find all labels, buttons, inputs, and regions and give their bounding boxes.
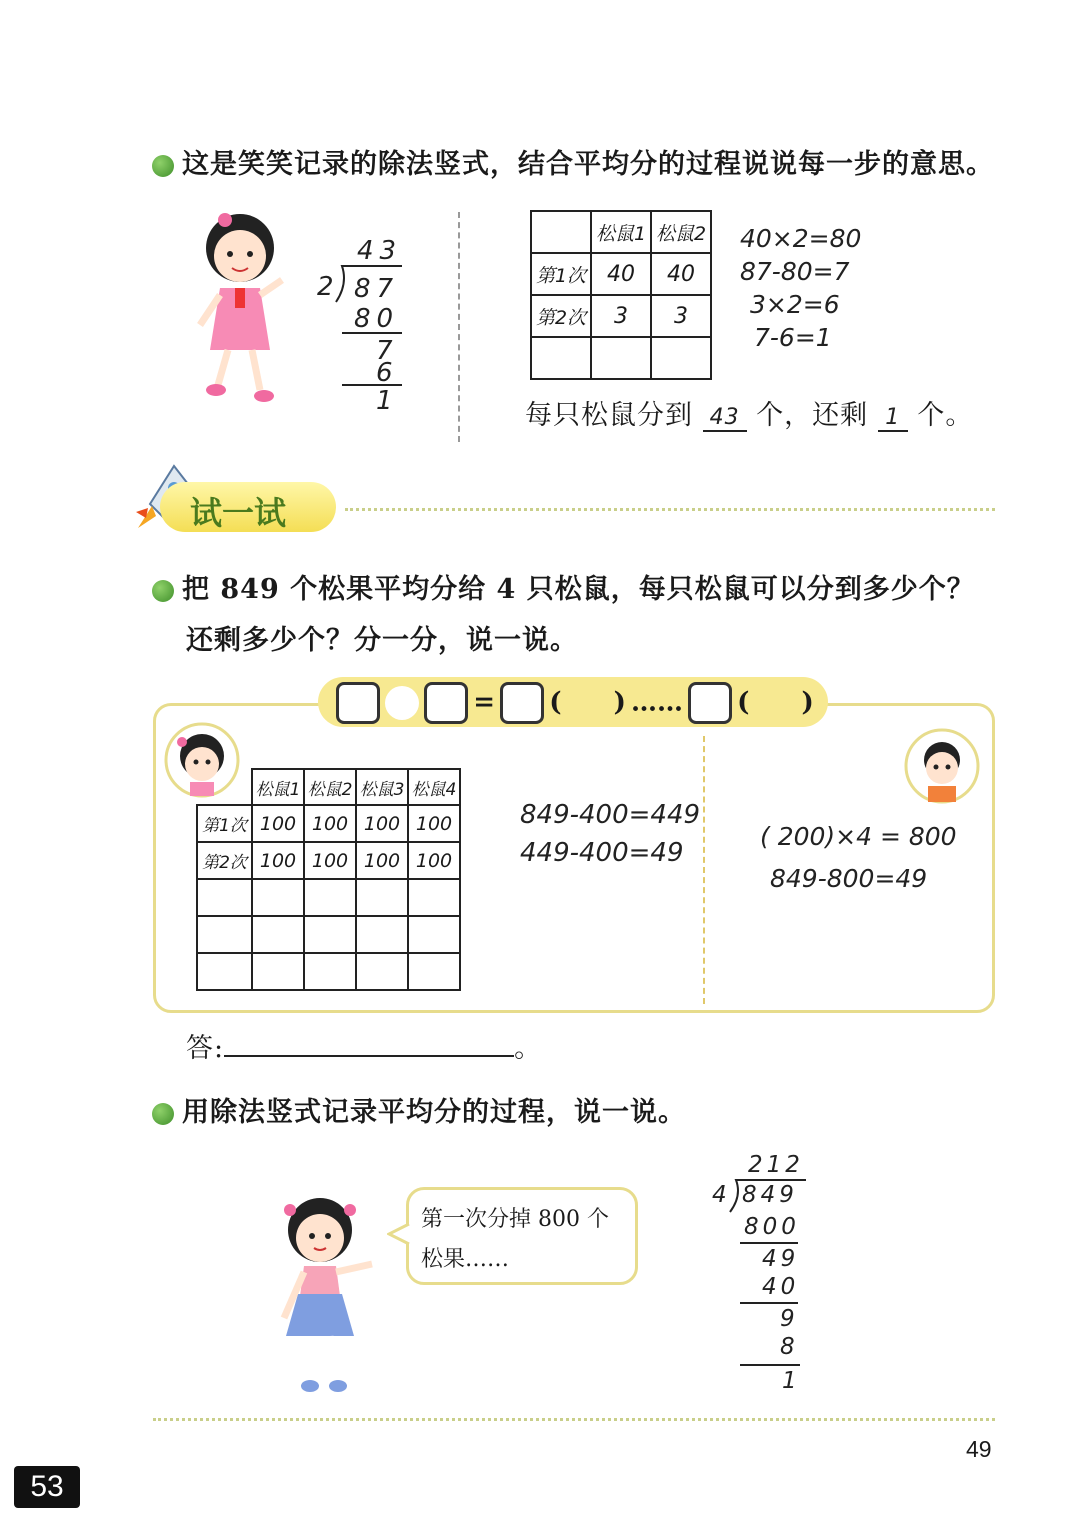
equation: 849-800=49 — [770, 864, 928, 893]
quotient: 212 — [748, 1152, 804, 1178]
unit-paren-2: ( ) — [737, 687, 814, 718]
final-remainder: 1 — [376, 386, 393, 416]
answer-prefix: 每只松鼠分到 — [525, 400, 693, 431]
table-cell: 40 — [651, 253, 711, 295]
remainder-step-1: 7 — [376, 336, 393, 366]
table-cell — [252, 916, 304, 953]
speech-bubble — [406, 1187, 638, 1285]
table-header: 松鼠2 — [651, 211, 711, 253]
page-badge: 53 — [14, 1466, 80, 1508]
answer-end: 。 — [514, 1033, 543, 1064]
division-line — [342, 332, 402, 334]
table-header — [531, 211, 591, 253]
table-cell — [197, 879, 252, 916]
remainder-step-2: 9 — [780, 1306, 795, 1332]
table-header: 松鼠4 — [408, 769, 460, 805]
remainder-step-1: 49 — [762, 1246, 800, 1272]
table-cell — [651, 337, 711, 379]
table-cell: 40 — [591, 253, 651, 295]
speech-line-2: 松果…… — [421, 1247, 510, 1272]
table-cell: 100 — [252, 805, 304, 842]
equation: 7-6=1 — [754, 323, 832, 352]
speech-bubble-tail — [387, 1222, 411, 1246]
blank-box-dividend[interactable] — [336, 682, 380, 724]
formula-bar — [318, 677, 828, 727]
equation: 449-400=49 — [520, 838, 684, 868]
girl-illustration — [190, 200, 300, 410]
table-cell: 100 — [304, 842, 356, 879]
bullet-icon — [152, 1103, 174, 1125]
boy-avatar — [904, 728, 980, 804]
intro-question — [152, 142, 994, 181]
remainder-dots: …… — [630, 687, 683, 718]
division-line — [740, 1302, 798, 1304]
table-cell — [531, 337, 591, 379]
division-line — [342, 384, 402, 386]
table-cell: 100 — [304, 805, 356, 842]
subtract-step-1: 80 — [354, 304, 400, 334]
section-divider — [458, 212, 460, 442]
equation: 3×2=6 — [750, 290, 840, 319]
answer-remainder-value: 1 — [878, 405, 908, 432]
subtract-step-3: 8 — [780, 1334, 795, 1360]
blank-box-remainder[interactable] — [688, 682, 732, 724]
divisor: 4 — [712, 1182, 727, 1208]
table-cell — [304, 879, 356, 916]
table-header: 松鼠1 — [252, 769, 304, 805]
blank-box-divisor[interactable] — [424, 682, 468, 724]
table-header: 松鼠3 — [356, 769, 408, 805]
table-cell: 100 — [252, 842, 304, 879]
long-division-87 — [312, 236, 412, 416]
try-banner — [160, 482, 336, 532]
intro-question-text: 这是笑笑记录的除法竖式，结合平均分的过程说说每一步的意思。 — [182, 149, 994, 180]
subtract-step-1: 800 — [744, 1214, 800, 1240]
answer-each-value: 43 — [703, 405, 747, 432]
table-cell — [304, 916, 356, 953]
intro-equations — [740, 222, 861, 354]
quotient: 43 — [357, 236, 403, 266]
bullet-icon — [152, 580, 174, 602]
table-cell — [408, 953, 460, 990]
boy-equations — [760, 816, 957, 900]
squirrel-table-large — [196, 768, 461, 991]
table-row-label: 第2次 — [531, 295, 591, 337]
table-cell — [408, 916, 460, 953]
unit-paren-1: ( ) — [549, 687, 626, 718]
table-cell — [356, 916, 408, 953]
table-cell — [356, 953, 408, 990]
squirrel-table-small — [530, 210, 712, 380]
answer-mid: 个，还剩 — [756, 400, 869, 431]
table-cell — [591, 337, 651, 379]
answer-suffix: 个。 — [917, 400, 974, 431]
answer-label: 答: — [186, 1033, 225, 1064]
table-cell — [252, 953, 304, 990]
table-cell — [408, 879, 460, 916]
final-remainder: 1 — [782, 1368, 797, 1394]
table-cell — [197, 953, 252, 990]
speech-line-1: 第一次分掉 800 个 — [421, 1207, 609, 1232]
table-cell: 3 — [591, 295, 651, 337]
table-row-label: 第1次 — [531, 253, 591, 295]
equation: 40×2=80 — [740, 224, 862, 253]
bottom-dotted-rule — [153, 1418, 995, 1421]
table-cell: 3 — [651, 295, 711, 337]
table-row-label: 第1次 — [197, 805, 252, 842]
subtract-step-2: 6 — [376, 358, 393, 388]
divisor: 2 — [317, 272, 334, 302]
intro-answer — [525, 393, 973, 432]
bullet-icon — [152, 155, 174, 177]
table-cell — [304, 953, 356, 990]
dividend: 87 — [354, 274, 400, 304]
blank-box-quotient[interactable] — [500, 682, 544, 724]
try-answer — [186, 1026, 542, 1065]
long-division-849 — [712, 1152, 822, 1402]
table-cell: 100 — [356, 842, 408, 879]
girl-illustration-2 — [268, 1186, 378, 1396]
equation: 849-400=449 — [520, 800, 701, 830]
panel-divider — [703, 736, 705, 1004]
table-cell: 100 — [408, 842, 460, 879]
record-question — [152, 1090, 686, 1129]
table-cell: 100 — [356, 805, 408, 842]
table-header: 松鼠2 — [304, 769, 356, 805]
girl-equations — [520, 796, 700, 872]
equation: ( 200)×4 = 800 — [760, 822, 957, 851]
record-question-text: 用除法竖式记录平均分的过程，说一说。 — [182, 1097, 686, 1128]
page-number: 49 — [966, 1436, 992, 1462]
try-question-line1: 把 849 个松果平均分给 4 只松鼠，每只松鼠可以分到多少个？ — [182, 574, 975, 605]
table-cell — [356, 879, 408, 916]
table-row-label: 第2次 — [197, 842, 252, 879]
table-header — [197, 769, 252, 805]
dividend: 849 — [742, 1182, 798, 1208]
table-cell — [197, 916, 252, 953]
table-header: 松鼠1 — [591, 211, 651, 253]
table-cell — [252, 879, 304, 916]
try-banner-title: 试一试 — [190, 494, 287, 532]
table-cell: 100 — [408, 805, 460, 842]
blank-operator-circle[interactable] — [385, 686, 419, 720]
equation: 87-80=7 — [740, 257, 850, 286]
dotted-rule — [345, 508, 995, 511]
division-line — [740, 1242, 798, 1244]
try-question — [152, 567, 975, 606]
subtract-step-2: 40 — [762, 1274, 800, 1300]
equals-sign: = — [473, 687, 496, 718]
answer-blank[interactable] — [224, 1031, 514, 1057]
division-line — [740, 1364, 800, 1366]
try-question-line2: 还剩多少个？分一分，说一说。 — [186, 625, 578, 656]
